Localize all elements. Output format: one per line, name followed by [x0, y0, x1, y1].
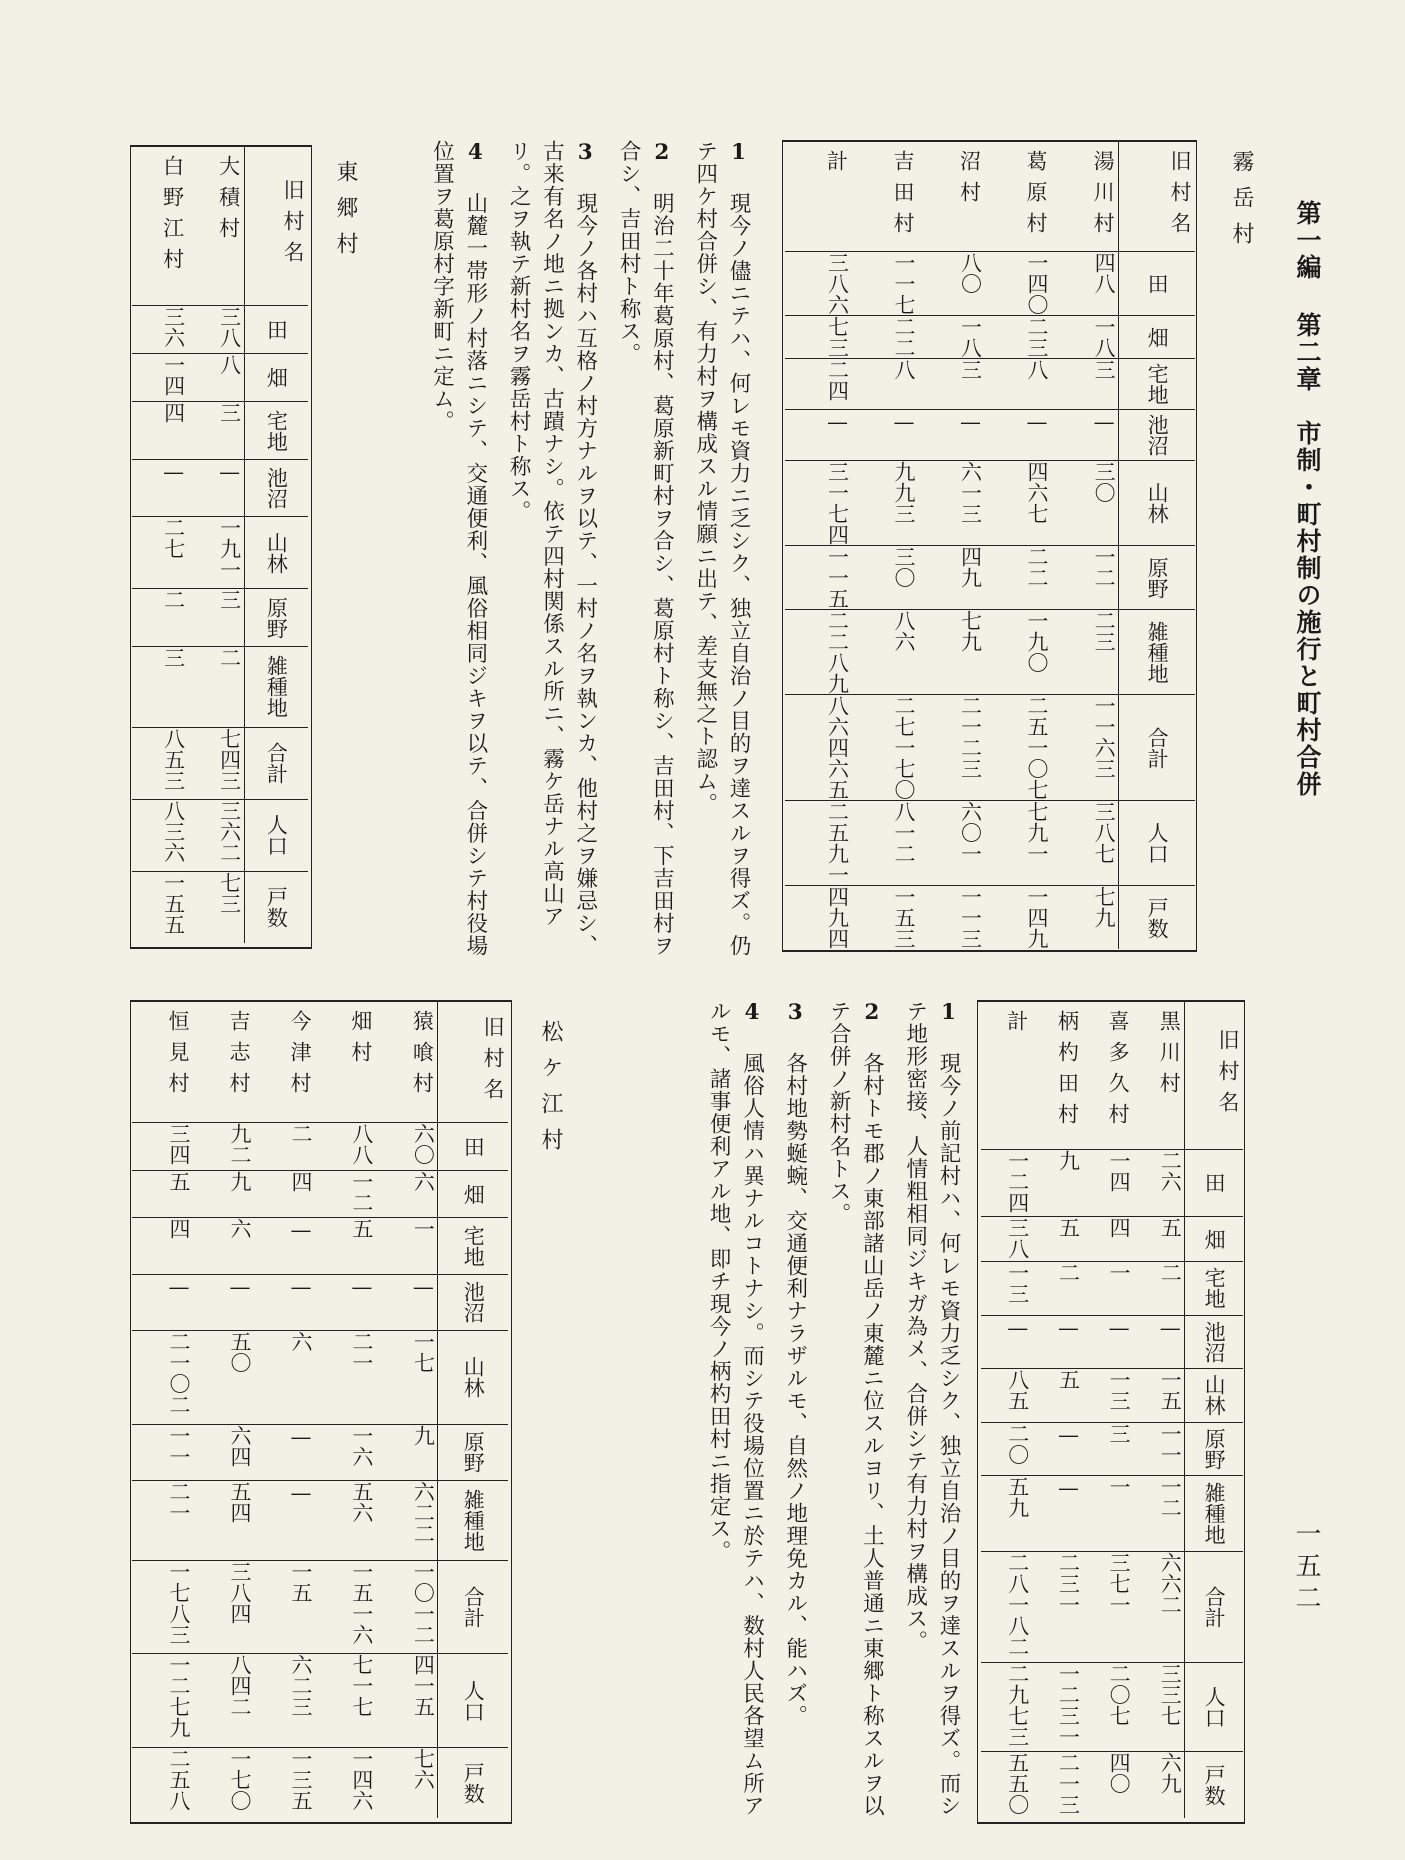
header-7: 雑種地: [1185, 1476, 1243, 1552]
header-10: 戸数: [438, 1748, 508, 1818]
table-cell: 一七八三: [132, 1560, 193, 1654]
table-row: [132, 305, 308, 353]
table-cell: —: [254, 1218, 315, 1274]
table-cell: 六: [376, 1170, 438, 1217]
table-cell: 一七〇: [227, 1748, 252, 1812]
table-cell: 三: [132, 646, 188, 727]
table-cell: 一二四: [981, 1149, 1032, 1216]
table-cell: 二三: [1051, 610, 1119, 695]
note-paragraph: [778, 1000, 811, 1820]
table-cell: —: [981, 1315, 1032, 1368]
table-cell: 三六: [132, 305, 188, 353]
table-cell: 一四〇: [984, 252, 1050, 316]
table-row: [981, 1315, 1243, 1368]
table-cell: 九九三: [852, 461, 918, 546]
village-name: 計: [785, 142, 852, 252]
table-cell: 一五: [254, 1560, 315, 1654]
note-paragraph: [425, 140, 492, 960]
table-cell: 八四二: [193, 1654, 254, 1748]
table-cell: 二: [188, 646, 245, 727]
table-cell: 六四: [193, 1424, 254, 1480]
header-3: 宅地: [438, 1218, 508, 1274]
table-cell: 二一二三: [918, 695, 984, 801]
table-cell: 一四六: [349, 1748, 374, 1812]
table-cell: —: [1133, 1315, 1185, 1368]
running-header: 第一編 第二章 市制・町村制の施行と町村合併: [1293, 200, 1322, 798]
table-cell: 二一三: [1056, 1751, 1081, 1815]
table-cell: 一四: [132, 354, 188, 402]
table-cell: 一一七: [852, 252, 918, 316]
table-row: [132, 1170, 508, 1217]
table-cell: 二九七三: [981, 1662, 1032, 1751]
table-cell: 八五: [981, 1369, 1032, 1422]
table-cell: 二: [1133, 1262, 1185, 1315]
header-4: 池沼: [244, 459, 308, 516]
table-row: [132, 459, 308, 516]
table-cell: 一三: [981, 1262, 1032, 1315]
table-row: [981, 1422, 1243, 1475]
table-cell: 一七: [376, 1330, 438, 1424]
table-cell: 二五一〇七: [984, 695, 1050, 801]
village-name: 葛原村: [984, 142, 1050, 252]
note-text: 山麓一帯形ノ村落ニシテ、交通便利、風俗相同ジキヲ以テ、合併シテ村役場位置ヲ葛原村字新町ニ定ム。: [429, 140, 488, 957]
table-cell: 三八: [188, 305, 245, 353]
header-6: 原野: [438, 1424, 508, 1480]
table-cell: 一三: [1082, 1369, 1133, 1422]
header-4: 池沼: [438, 1274, 508, 1330]
table-cell: 一: [376, 1218, 438, 1274]
table-cell: 二三一: [1032, 1551, 1083, 1662]
village-name: 吉志村: [193, 1002, 254, 1123]
header-4: 池沼: [1185, 1315, 1243, 1368]
table-cell: 六〇: [376, 1123, 438, 1170]
table-cell: 八三六: [132, 799, 188, 871]
table-cell: —: [1032, 1476, 1083, 1552]
table-row: [132, 646, 308, 727]
note-text: 現今ノ前記村ハ、何レモ資力乏シク、独立自治ノ目的ヲ達スルヲ得ズ。而シテ地形密接、人情粗相同ジキガ為メ、合併シテ有力村ヲ構成ス。: [902, 1000, 961, 1817]
table-row: [785, 359, 1195, 410]
table-row: [785, 410, 1195, 461]
header-9: 人口: [244, 799, 308, 871]
table-cell: 六九: [1158, 1751, 1183, 1794]
table-cell: 一四: [1082, 1149, 1133, 1216]
table-cell: 七四三: [188, 727, 245, 799]
note-number: 3: [572, 140, 598, 192]
table-cell: 五: [132, 1170, 193, 1217]
table-cell: 四九: [918, 546, 984, 610]
table-row: [981, 1149, 1243, 1216]
table-cell: 七一七: [315, 1654, 376, 1748]
table-cell: 四八: [1051, 252, 1119, 316]
table-cell: 三三七: [1133, 1662, 1185, 1751]
header-1: 田: [244, 305, 308, 353]
table-cell: 一四九: [1024, 886, 1049, 949]
table-cell: 四九四: [825, 886, 850, 949]
table-cell: 七九: [1092, 886, 1117, 928]
header-4: 池沼: [1119, 410, 1195, 461]
table-row: [132, 1274, 508, 1330]
table-cell: 七六: [411, 1748, 436, 1791]
table-row: [132, 871, 308, 943]
note-paragraph: [898, 1000, 965, 1820]
header-2: 畑: [1185, 1216, 1243, 1261]
note-number: 1: [936, 1000, 961, 1052]
header-2: 畑: [244, 354, 308, 402]
note-paragraph: [822, 1000, 889, 1820]
table-cell: 九: [193, 1170, 254, 1217]
village-name: 大積村: [188, 147, 245, 305]
header-5: 山林: [1119, 461, 1195, 546]
table-cell: 四一五: [376, 1654, 438, 1748]
table-cell: —: [132, 459, 188, 516]
table-cell: —: [254, 1481, 315, 1561]
table-cell: 一八: [1051, 316, 1119, 359]
table-row: [132, 1748, 508, 1818]
table-cell: 一二三一: [1032, 1662, 1083, 1751]
header-0: 旧村名: [1119, 142, 1195, 252]
table-row: [132, 1654, 508, 1748]
table-row: [785, 801, 1195, 886]
higashigo-title: 東郷村: [333, 160, 358, 268]
table-cell: 一一五: [785, 546, 852, 610]
note-text: 各村トモ郡ノ東部諸山岳ノ東麓ニ位スルヨリ、土人普通ニ東郷ト称スルヲ以テ合併ノ新村名トス。: [826, 1000, 885, 1817]
table-cell: 五: [1133, 1216, 1185, 1261]
table-cell: 三八六: [785, 252, 852, 316]
table-cell: 一九〇: [984, 610, 1050, 695]
table-cell: 五九: [981, 1476, 1032, 1552]
table-cell: 五四: [193, 1481, 254, 1561]
village-name: 畑村: [315, 1002, 376, 1123]
table-cell: 一五五: [161, 871, 186, 935]
kirigadake-table: [785, 142, 1195, 949]
table-row: [132, 354, 308, 402]
table-cell: 四: [132, 1218, 193, 1274]
table-cell: 九二: [193, 1123, 254, 1170]
table-cell: —: [315, 1274, 376, 1330]
table-cell: 八六四六五: [785, 695, 852, 801]
table-cell: 一五三: [892, 886, 916, 949]
table-cell: 四: [1082, 1216, 1133, 1261]
table-cell: 七三: [217, 871, 242, 914]
header-1: 田: [1119, 252, 1195, 316]
table-cell: 五六: [315, 1481, 376, 1561]
table-cell: 八五三: [132, 727, 188, 799]
table-row: [785, 610, 1195, 695]
table-cell: 二〇: [981, 1422, 1032, 1475]
table-cell: 一八: [918, 316, 984, 359]
table-cell: 二五九一: [785, 801, 852, 886]
note-number: 4: [462, 140, 488, 192]
note-paragraph: [702, 1000, 769, 1820]
header-9: 人口: [1119, 801, 1195, 886]
table-cell: 二一〇二: [132, 1330, 193, 1424]
note-number: 2: [859, 1000, 885, 1052]
table-cell: 一二: [315, 1170, 376, 1217]
note-text: 各村地勢蜒蜿、交通便利ナラザルモ、自然ノ地理免カル、能ハズ。: [782, 1052, 808, 1727]
kurokawa-table: [981, 1002, 1243, 1818]
table-row: [981, 1476, 1243, 1552]
table-cell: 一一三: [958, 886, 983, 949]
table-cell: 二〇七: [1082, 1662, 1133, 1751]
header-9: 人口: [1185, 1662, 1243, 1751]
table-cell: —: [254, 1424, 315, 1480]
table-cell: 二三: [984, 316, 1050, 359]
table-cell: 二二八九: [785, 610, 852, 695]
header-5: 山林: [1185, 1369, 1243, 1422]
table-row: [785, 316, 1195, 359]
table-cell: 三: [188, 589, 245, 646]
village-name: 猿喰村: [376, 1002, 438, 1123]
table-cell: 一五: [1133, 1369, 1185, 1422]
table-cell: —: [188, 459, 245, 516]
header-5: 山林: [438, 1330, 508, 1424]
table-cell: 四: [254, 1170, 315, 1217]
header-8: 合計: [438, 1560, 508, 1654]
table-cell: 一二: [1133, 1476, 1185, 1552]
table-cell: —: [918, 410, 984, 461]
table-row: [132, 799, 308, 871]
village-name: 吉田村: [852, 142, 918, 252]
table-row: [981, 1662, 1243, 1751]
table-cell: 三八七: [1051, 801, 1119, 886]
table-cell: 七三: [785, 316, 852, 359]
header-1: 田: [1185, 1149, 1243, 1216]
header-3: 宅地: [244, 402, 308, 459]
header-8: 合計: [1185, 1551, 1243, 1662]
header-1: 田: [438, 1123, 508, 1170]
table-cell: 一一: [1133, 1422, 1185, 1475]
table-cell: 九: [376, 1424, 438, 1480]
matsugae-title: 松ケ江村: [538, 1020, 563, 1164]
table-cell: —: [984, 410, 1050, 461]
table-cell: 一: [1082, 1476, 1133, 1552]
table-cell: —: [376, 1274, 438, 1330]
table-cell: 八〇: [918, 252, 984, 316]
table-row: [981, 1216, 1243, 1261]
page-number: 一五二: [1291, 1520, 1321, 1616]
table-cell: 五〇: [193, 1330, 254, 1424]
table-cell: 五: [1032, 1216, 1083, 1261]
table-cell: 二四: [785, 359, 852, 410]
table-cell: 二八一八二: [981, 1551, 1032, 1662]
header-0: 旧村名: [1185, 1002, 1243, 1149]
village-name: 沼村: [918, 142, 984, 252]
table-cell: —: [193, 1274, 254, 1330]
table-cell: 五: [315, 1218, 376, 1274]
table-row: [132, 1123, 508, 1170]
table-cell: —: [785, 410, 852, 461]
header-3: 宅地: [1185, 1262, 1243, 1315]
table-cell: 三八四: [193, 1560, 254, 1654]
note-paragraph: [688, 140, 755, 960]
table-cell: 三: [1051, 359, 1119, 410]
table-cell: 六二三: [254, 1654, 315, 1748]
header-8: 合計: [244, 727, 308, 799]
table-cell: 一二七九: [132, 1654, 193, 1748]
table-row: [785, 695, 1195, 801]
table-cell: 一二: [1051, 546, 1119, 610]
matsugae-table: [132, 1002, 508, 1818]
table-row: [132, 1424, 508, 1480]
table-cell: —: [254, 1274, 315, 1330]
matsugae-notes: [625, 1000, 965, 1820]
header-9: 人口: [438, 1654, 508, 1748]
table-cell: 二五八: [167, 1748, 192, 1812]
note-paragraph: [502, 140, 602, 960]
header-6: 原野: [1185, 1422, 1243, 1475]
table-cell: 二二: [852, 316, 918, 359]
note-paragraph: [612, 140, 679, 960]
table-cell: 一: [1082, 1262, 1133, 1315]
village-name: 白野江村: [132, 147, 188, 305]
table-cell: 八: [984, 359, 1050, 410]
header-7: 雑種地: [1119, 610, 1195, 695]
table-row: [132, 1218, 508, 1274]
table-cell: 三〇: [1051, 461, 1119, 546]
table-cell: 八一二: [852, 801, 918, 886]
header-2: 畑: [438, 1170, 508, 1217]
table-cell: 一五一六: [315, 1560, 376, 1654]
header-7: 雑種地: [438, 1481, 508, 1561]
table-row: [132, 1002, 508, 1123]
village-name: 恒見村: [132, 1002, 193, 1123]
table-row: [132, 402, 308, 459]
table-cell: 二: [1032, 1262, 1083, 1315]
table-cell: 六二二: [376, 1481, 438, 1561]
table-cell: 一〇一二: [376, 1560, 438, 1654]
table-cell: 八: [852, 359, 918, 410]
table-cell: —: [132, 1274, 193, 1330]
header-7: 雑種地: [244, 646, 308, 727]
table-row: [785, 461, 1195, 546]
village-name: 計: [981, 1002, 1032, 1149]
table-row: [132, 517, 308, 589]
table-row: [132, 1481, 508, 1561]
table-cell: 五五〇: [1005, 1751, 1030, 1815]
header-10: 戸数: [1185, 1751, 1243, 1818]
note-text: 現今ノ儘ニテハ、何レモ資力ニ乏シク、独立自治ノ目的ヲ達スルヲ得ズ。仍テ四ケ村合併シ、有力村ヲ構成スル情願ニ出テ、差支無之ト認ム。: [692, 140, 751, 957]
table-cell: 六: [254, 1330, 315, 1424]
table-row: [981, 1262, 1243, 1315]
note-text: 現今ノ各村ハ互格ノ村方ナルヲ以テ、一村ノ名ヲ執ンカ、他村之ヲ嫌忌シ、古来有名ノ地ニ拠ンカ、古蹟ナシ。依テ四村関係スル所ニ、霧ケ岳ナル高山アリ。之ヲ執テ新村名ヲ霧岳村ト称ス。: [506, 140, 598, 957]
table-cell: 四〇: [1107, 1751, 1132, 1794]
village-name: 今津村: [254, 1002, 315, 1123]
table-cell: 二: [132, 589, 188, 646]
note-number: 1: [726, 140, 751, 192]
table-cell: 七九: [918, 610, 984, 695]
note-text: 明治二十年葛原村、葛原新町村ヲ合シ、葛原村ト称シ、吉田村、下吉田村ヲ合シ、吉田村ト称ス。: [616, 140, 675, 957]
table-cell: 三: [1082, 1422, 1133, 1475]
note-number: 2: [649, 140, 675, 192]
header-6: 原野: [244, 589, 308, 646]
table-cell: 三: [918, 359, 984, 410]
table-cell: 三〇: [852, 546, 918, 610]
table-cell: 六六二: [1133, 1551, 1185, 1662]
table-cell: —: [1032, 1315, 1083, 1368]
table-cell: 二七一七〇: [852, 695, 918, 801]
table-row: [785, 142, 1195, 252]
table-cell: 二七: [132, 517, 188, 589]
table-cell: 八: [188, 354, 245, 402]
header-3: 宅地: [1119, 359, 1195, 410]
table-cell: 六〇一: [918, 801, 984, 886]
table-row: [981, 1751, 1243, 1818]
header-6: 原野: [1119, 546, 1195, 610]
table-cell: 八六: [852, 610, 918, 695]
header-10: 戸数: [244, 871, 308, 943]
table-row: [132, 147, 308, 305]
table-cell: 二二: [984, 546, 1050, 610]
note-number: 4: [739, 1000, 765, 1052]
table-cell: —: [1051, 410, 1119, 461]
header-0: 旧村名: [438, 1002, 508, 1123]
header-5: 山林: [244, 517, 308, 589]
table-row: [981, 1551, 1243, 1662]
table-cell: 四: [132, 402, 188, 459]
village-name: 黒川村: [1133, 1002, 1185, 1149]
table-cell: 九: [1032, 1149, 1083, 1216]
table-cell: —: [1032, 1422, 1083, 1475]
table-cell: —: [1082, 1315, 1133, 1368]
header-0: 旧村名: [244, 147, 308, 305]
table-cell: 一九一: [188, 517, 245, 589]
header-8: 合計: [1119, 695, 1195, 801]
table-row: [132, 589, 308, 646]
table-cell: 二一: [132, 1481, 193, 1561]
table-cell: 三八: [981, 1216, 1032, 1261]
table-row: [785, 546, 1195, 610]
table-cell: 二六: [1133, 1149, 1185, 1216]
table-cell: 二: [254, 1123, 315, 1170]
table-cell: 二一: [315, 1330, 376, 1424]
note-text: 風俗人情ハ異ナルコトナシ。而シテ役場位置ニ於テハ、数村人民各望ム所アルモ、諸事便利アル地、即チ現今ノ柄杓田村ニ指定ス。: [706, 1000, 765, 1817]
higashigo-table: [132, 147, 308, 943]
table-cell: 五: [1032, 1369, 1083, 1422]
village-name: 喜多久村: [1082, 1002, 1133, 1149]
table-row: [981, 1369, 1243, 1422]
table-cell: 三: [188, 402, 245, 459]
village-name: 柄杓田村: [1032, 1002, 1083, 1149]
village-name: 湯川村: [1051, 142, 1119, 252]
table-cell: 一一六三: [1051, 695, 1119, 801]
table-cell: 七九一: [984, 801, 1050, 886]
table-cell: 六一三: [918, 461, 984, 546]
table-cell: 六: [193, 1218, 254, 1274]
table-row: [132, 1330, 508, 1424]
table-row: [132, 1560, 508, 1654]
table-cell: 三四: [132, 1123, 193, 1170]
table-cell: 三六二: [188, 799, 245, 871]
kirigadake-title: 霧岳村: [1229, 150, 1254, 258]
table-row: [785, 252, 1195, 316]
table-cell: 八八: [315, 1123, 376, 1170]
header-10: 戸数: [1119, 886, 1195, 950]
table-cell: 四六七: [984, 461, 1050, 546]
table-cell: 一一: [132, 1424, 193, 1480]
table-cell: 一六: [315, 1424, 376, 1480]
table-cell: 一三五: [288, 1748, 313, 1812]
note-number: 3: [782, 1000, 808, 1052]
header-2: 畑: [1119, 316, 1195, 359]
table-cell: 三一七四: [785, 461, 852, 546]
table-row: [132, 727, 308, 799]
table-row: [981, 1002, 1243, 1149]
table-cell: 三七一: [1082, 1551, 1133, 1662]
table-row: [785, 886, 1195, 950]
table-cell: —: [852, 410, 918, 461]
